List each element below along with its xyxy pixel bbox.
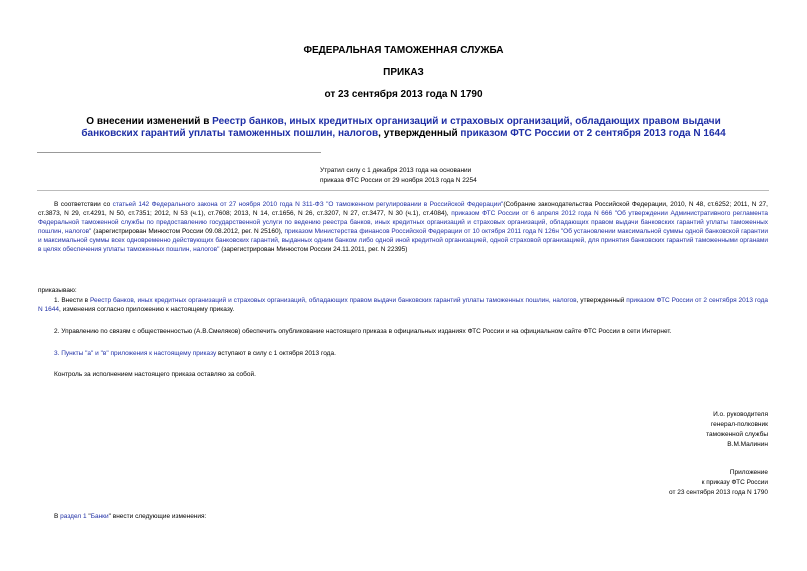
validity-note: [320, 166, 540, 186]
item-1-text-1: 1. Внести в: [54, 297, 90, 304]
appendix-line-3: от 23 сентября 2013 года N 1790: [669, 489, 768, 496]
item-3: [38, 349, 768, 358]
item-3-points-link[interactable]: 3. Пункты "а" и "в" приложения к настоящему приказу: [54, 350, 217, 357]
title-middle: , утвержденный: [378, 128, 461, 139]
main-paragraph: [38, 200, 768, 254]
signature-line-1: И.о. руководителя: [713, 411, 768, 418]
final-text-1: В: [54, 513, 61, 520]
main-text-4: (зарегистрирован Минюстом России 24.11.2011, рег. N 22395): [219, 246, 408, 253]
divider-long: [37, 190, 769, 191]
title-prefix: О внесении изменений в: [86, 116, 213, 127]
document-type: ПРИКАЗ: [383, 67, 424, 78]
item-1-text-3: , изменения согласно приложению к настоящему приказу.: [58, 306, 235, 313]
law-311-link[interactable]: статьей 142 Федерального закона от 27 ноября 2010 года N 311-ФЗ "О таможенном регулировании в Российской Федерации": [112, 201, 504, 208]
main-text-3: (зарегистрирован Минюстом России 09.08.2012, рег. N 25160),: [91, 228, 285, 235]
section-1-link[interactable]: раздел 1: [60, 513, 87, 520]
signature-line-3: таможенной службы: [706, 431, 768, 438]
appendix-line-1: Приложение: [729, 469, 768, 476]
signature-block: [560, 410, 768, 450]
final-text-3: " внести следующие изменения:: [108, 513, 207, 520]
divider-short: [37, 152, 321, 153]
document-title: [60, 116, 747, 140]
item-3-text: вступают в силу с 1 октября 2013 года.: [216, 350, 336, 357]
validity-line-1: Утратил силу с 1 декабря 2013 года на основании: [320, 167, 472, 174]
final-paragraph: [38, 512, 768, 521]
item-1-text-2: , утвержденный: [576, 297, 627, 304]
registry-link[interactable]: Реестр банков, иных кредитных организаций и страховых организаций, обладающих правом выдачи банковских гарантий уплаты таможенных пошлин, налогов: [81, 116, 721, 139]
prikazyvayu-text: приказываю:: [38, 287, 77, 294]
final-text-2: ": [86, 513, 91, 520]
order-1644-link[interactable]: приказом ФТС России от 2 сентября 2013 года N 1644: [460, 128, 726, 139]
agency-heading: ФЕДЕРАЛЬНАЯ ТАМОЖЕННАЯ СЛУЖБА: [303, 45, 504, 56]
appendix-block: [560, 468, 768, 498]
item-1: [38, 296, 768, 314]
banks-link[interactable]: Банки: [90, 513, 109, 520]
appendix-line-2: к приказу ФТС России: [701, 479, 768, 486]
validity-line-2: приказа ФТС России от 29 ноября 2013 года N 2254: [320, 177, 477, 184]
order-666-link[interactable]: приказом ФТС России от 6 апреля 2012 года N 666 "Об утверждении Административного регламента Федеральной таможенной службы по предоставлению государственной услуги по ведению реестра банков, иных кредитных организаций и страховых организаций, обладающих правом выдачи банковских гарантий уплаты таможенных пошлин, налогов": [38, 210, 768, 235]
main-text-1: В соответствии со: [54, 201, 113, 208]
signature-line-4: В.М.Малинин: [727, 441, 768, 448]
control-paragraph: Контроль за исполнением настоящего приказа оставляю за собой.: [54, 371, 256, 378]
document-date: от 23 сентября 2013 года N 1790: [324, 89, 483, 100]
main-text-2: (Собрание законодательства Российской Федерации, 2010, N 48, ст.6252; 2011, N 27, ст.3873, N 29, ст.4291, N 50, ст.7351; 2012, N 53 (ч.1), ст.7608; 2013, N 14, ст.1656, N 26, ст.3207, N 27, ст.3477, N 30 (ч.1), ст.4084),: [38, 201, 768, 217]
item-2: 2. Управлению по связям с общественностью (А.В.Смеляков) обеспечить опубликование настоящего приказа в официальных изданиях ФТС России и на официальном сайте ФТС России в сети Интернет.: [54, 328, 672, 335]
item-1-registry-link[interactable]: Реестр банков, иных кредитных организаций и страховых организаций, обладающих правом выдачи банковских гарантий уплаты таможенных пошлин, налогов: [90, 297, 577, 304]
minfin-order-126n-link[interactable]: приказом Министерства финансов Российской Федерации от 10 октября 2011 года N 126н "Об установлении максимальной суммы одной банковской гарантии и максимальной суммы всех одновременно действующих банковских гарантий, выданных одним банком либо одной иной кредитной организацией, одной страховой организацией, для принятия банковских гарантий таможенными органами в целях обеспечения уплаты таможенных пошлин, налогов": [38, 228, 768, 253]
signature-line-2: генерал-полковник: [710, 421, 768, 428]
item-1-order-link[interactable]: приказом ФТС России от 2 сентября 2013 года N 1644: [38, 297, 768, 313]
